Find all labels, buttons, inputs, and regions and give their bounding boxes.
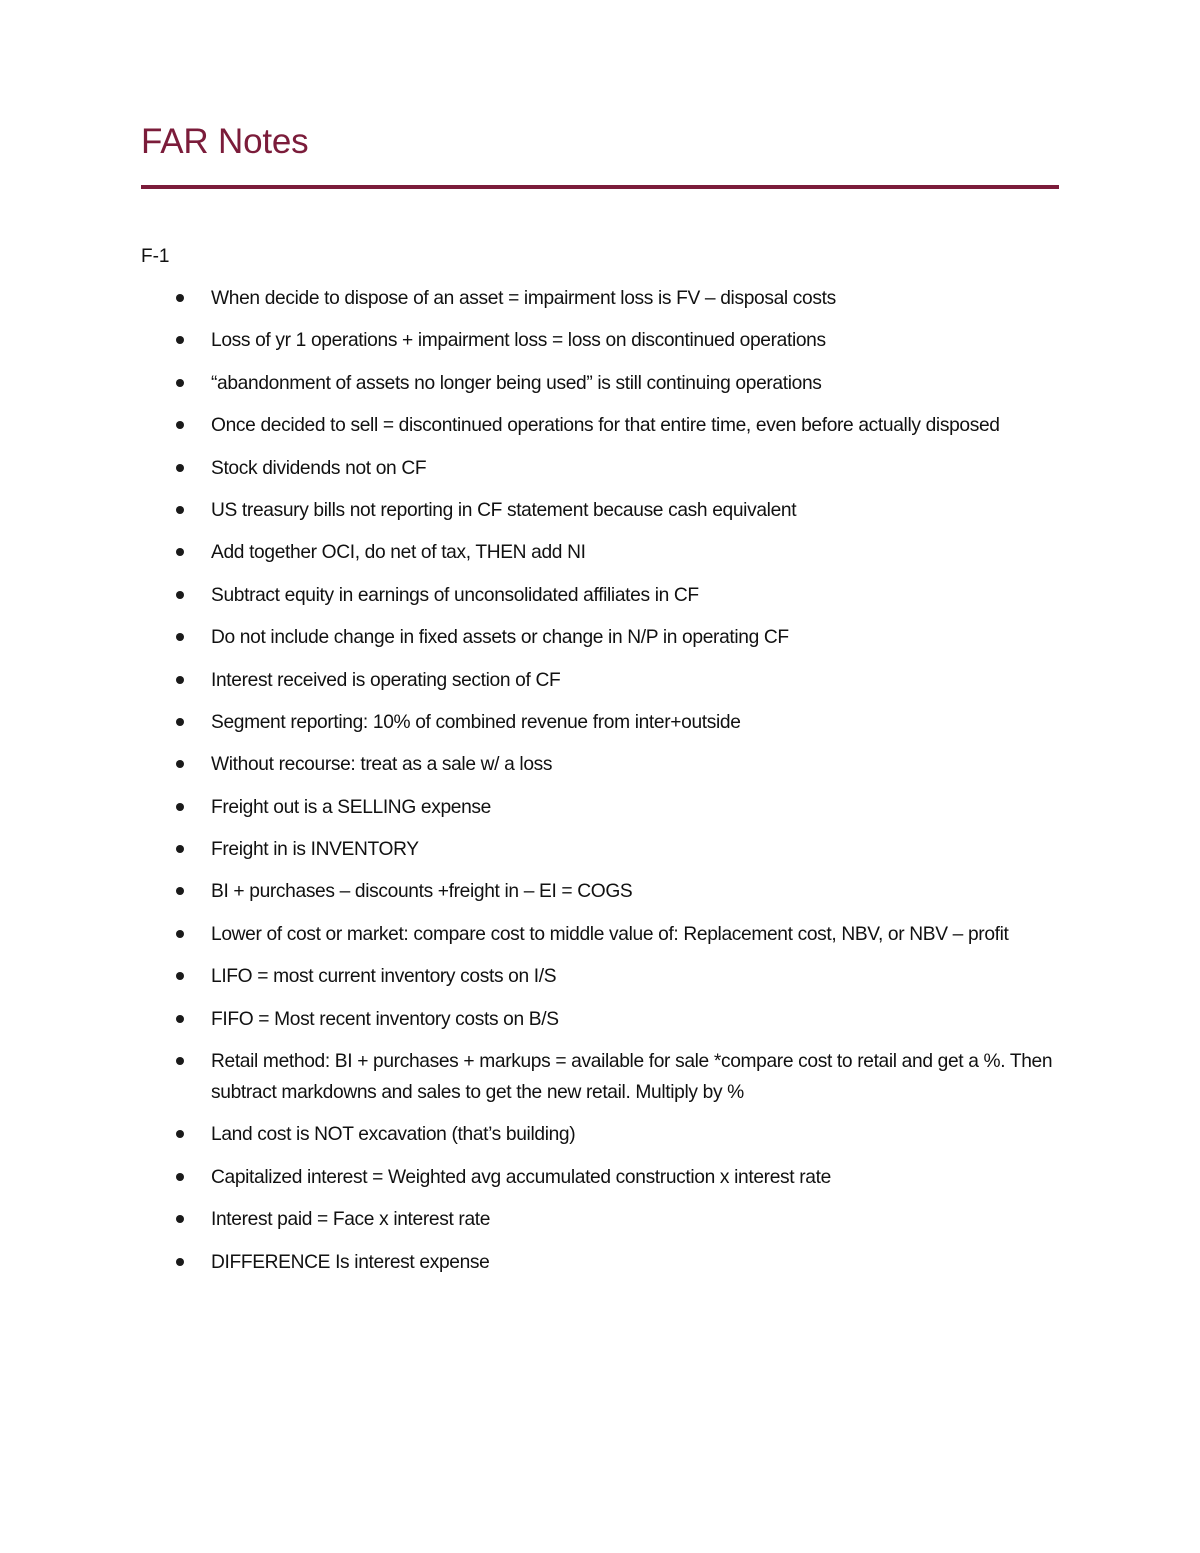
list-item — [141, 580, 1059, 611]
list-item-text: Lower of cost or market: compare cost to middle value of: Replacement cost, NBV, or NBV – profit — [211, 923, 1009, 945]
list-item-text: Without recourse: treat as a sale w/ a loss — [211, 754, 553, 776]
notes-bullet-list — [141, 283, 1059, 1289]
list-item-text: “abandonment of assets no longer being used” is still continuing operations — [211, 372, 822, 394]
list-item — [141, 665, 1059, 696]
list-item-text: Stock dividends not on CF — [211, 457, 427, 479]
list-item — [141, 1046, 1059, 1108]
list-item-text: Freight out is a SELLING expense — [211, 796, 491, 818]
bullet-dot-icon — [176, 1215, 184, 1223]
bullet-dot-icon — [176, 1057, 184, 1065]
list-item-text: Loss of yr 1 operations + impairment loss = loss on discontinued operations — [211, 330, 826, 352]
list-item — [141, 919, 1059, 950]
bullet-dot-icon — [176, 1173, 184, 1181]
bullet-dot-icon — [176, 506, 184, 514]
list-item-text: Land cost is NOT excavation (that’s building) — [211, 1124, 576, 1146]
bullet-dot-icon — [176, 421, 184, 429]
list-item — [141, 368, 1059, 399]
bullet-dot-icon — [176, 972, 184, 980]
list-item-text: DIFFERENCE Is interest expense — [211, 1251, 490, 1273]
list-item-text: Capitalized interest = Weighted avg accumulated construction x interest rate — [211, 1166, 831, 1188]
list-item-text: Do not include change in fixed assets or change in N/P in operating CF — [211, 627, 789, 649]
bullet-dot-icon — [176, 930, 184, 938]
list-item — [141, 283, 1059, 314]
list-item-text: Segment reporting: 10% of combined revenue from inter+outside — [211, 711, 741, 733]
bullet-dot-icon — [176, 1130, 184, 1138]
bullet-dot-icon — [176, 336, 184, 344]
list-item-text: LIFO = most current inventory costs on I/S — [211, 966, 557, 988]
title-underline-rule — [141, 185, 1059, 189]
list-item-text: Add together OCI, do net of tax, THEN add NI — [211, 542, 586, 564]
bullet-dot-icon — [176, 379, 184, 387]
document-title: FAR Notes — [141, 122, 309, 161]
bullet-dot-icon — [176, 1258, 184, 1266]
list-item — [141, 1247, 1059, 1278]
list-item-text: Retail method: BI + purchases + markups = available for sale *compare cost to retail and get a %. Then subtract markdowns and sales to get the new retail. Multiply by % — [211, 1051, 1053, 1104]
list-item — [141, 1119, 1059, 1150]
bullet-dot-icon — [176, 676, 184, 684]
bullet-dot-icon — [176, 887, 184, 895]
bullet-dot-icon — [176, 548, 184, 556]
list-item — [141, 495, 1059, 526]
list-item — [141, 792, 1059, 823]
bullet-dot-icon — [176, 760, 184, 768]
list-item-text: Interest received is operating section of CF — [211, 669, 561, 691]
bullet-dot-icon — [176, 1015, 184, 1023]
list-item-text: Subtract equity in earnings of unconsolidated affiliates in CF — [211, 584, 699, 606]
bullet-dot-icon — [176, 718, 184, 726]
list-item — [141, 1004, 1059, 1035]
list-item-text: Freight in is INVENTORY — [211, 839, 419, 861]
list-item — [141, 453, 1059, 484]
list-item-text: Once decided to sell = discontinued operations for that entire time, even before actually disposed — [211, 415, 1000, 437]
bullet-dot-icon — [176, 633, 184, 641]
bullet-dot-icon — [176, 294, 184, 302]
list-item — [141, 876, 1059, 907]
list-item-text: FIFO = Most recent inventory costs on B/S — [211, 1008, 559, 1030]
list-item-text: Interest paid = Face x interest rate — [211, 1209, 491, 1231]
section-heading: F-1 — [141, 246, 170, 267]
list-item — [141, 410, 1059, 441]
list-item — [141, 1162, 1059, 1193]
list-item — [141, 1204, 1059, 1235]
bullet-dot-icon — [176, 464, 184, 472]
list-item — [141, 961, 1059, 992]
bullet-dot-icon — [176, 845, 184, 853]
list-item — [141, 834, 1059, 865]
list-item — [141, 622, 1059, 653]
list-item — [141, 537, 1059, 568]
list-item-text: When decide to dispose of an asset = impairment loss is FV – disposal costs — [211, 288, 836, 309]
bullet-dot-icon — [176, 591, 184, 599]
list-item — [141, 707, 1059, 738]
list-item-text: BI + purchases – discounts +freight in – EI = COGS — [211, 881, 633, 903]
bullet-dot-icon — [176, 803, 184, 811]
list-item — [141, 325, 1059, 356]
list-item — [141, 749, 1059, 780]
list-item-text: US treasury bills not reporting in CF statement because cash equivalent — [211, 499, 797, 521]
